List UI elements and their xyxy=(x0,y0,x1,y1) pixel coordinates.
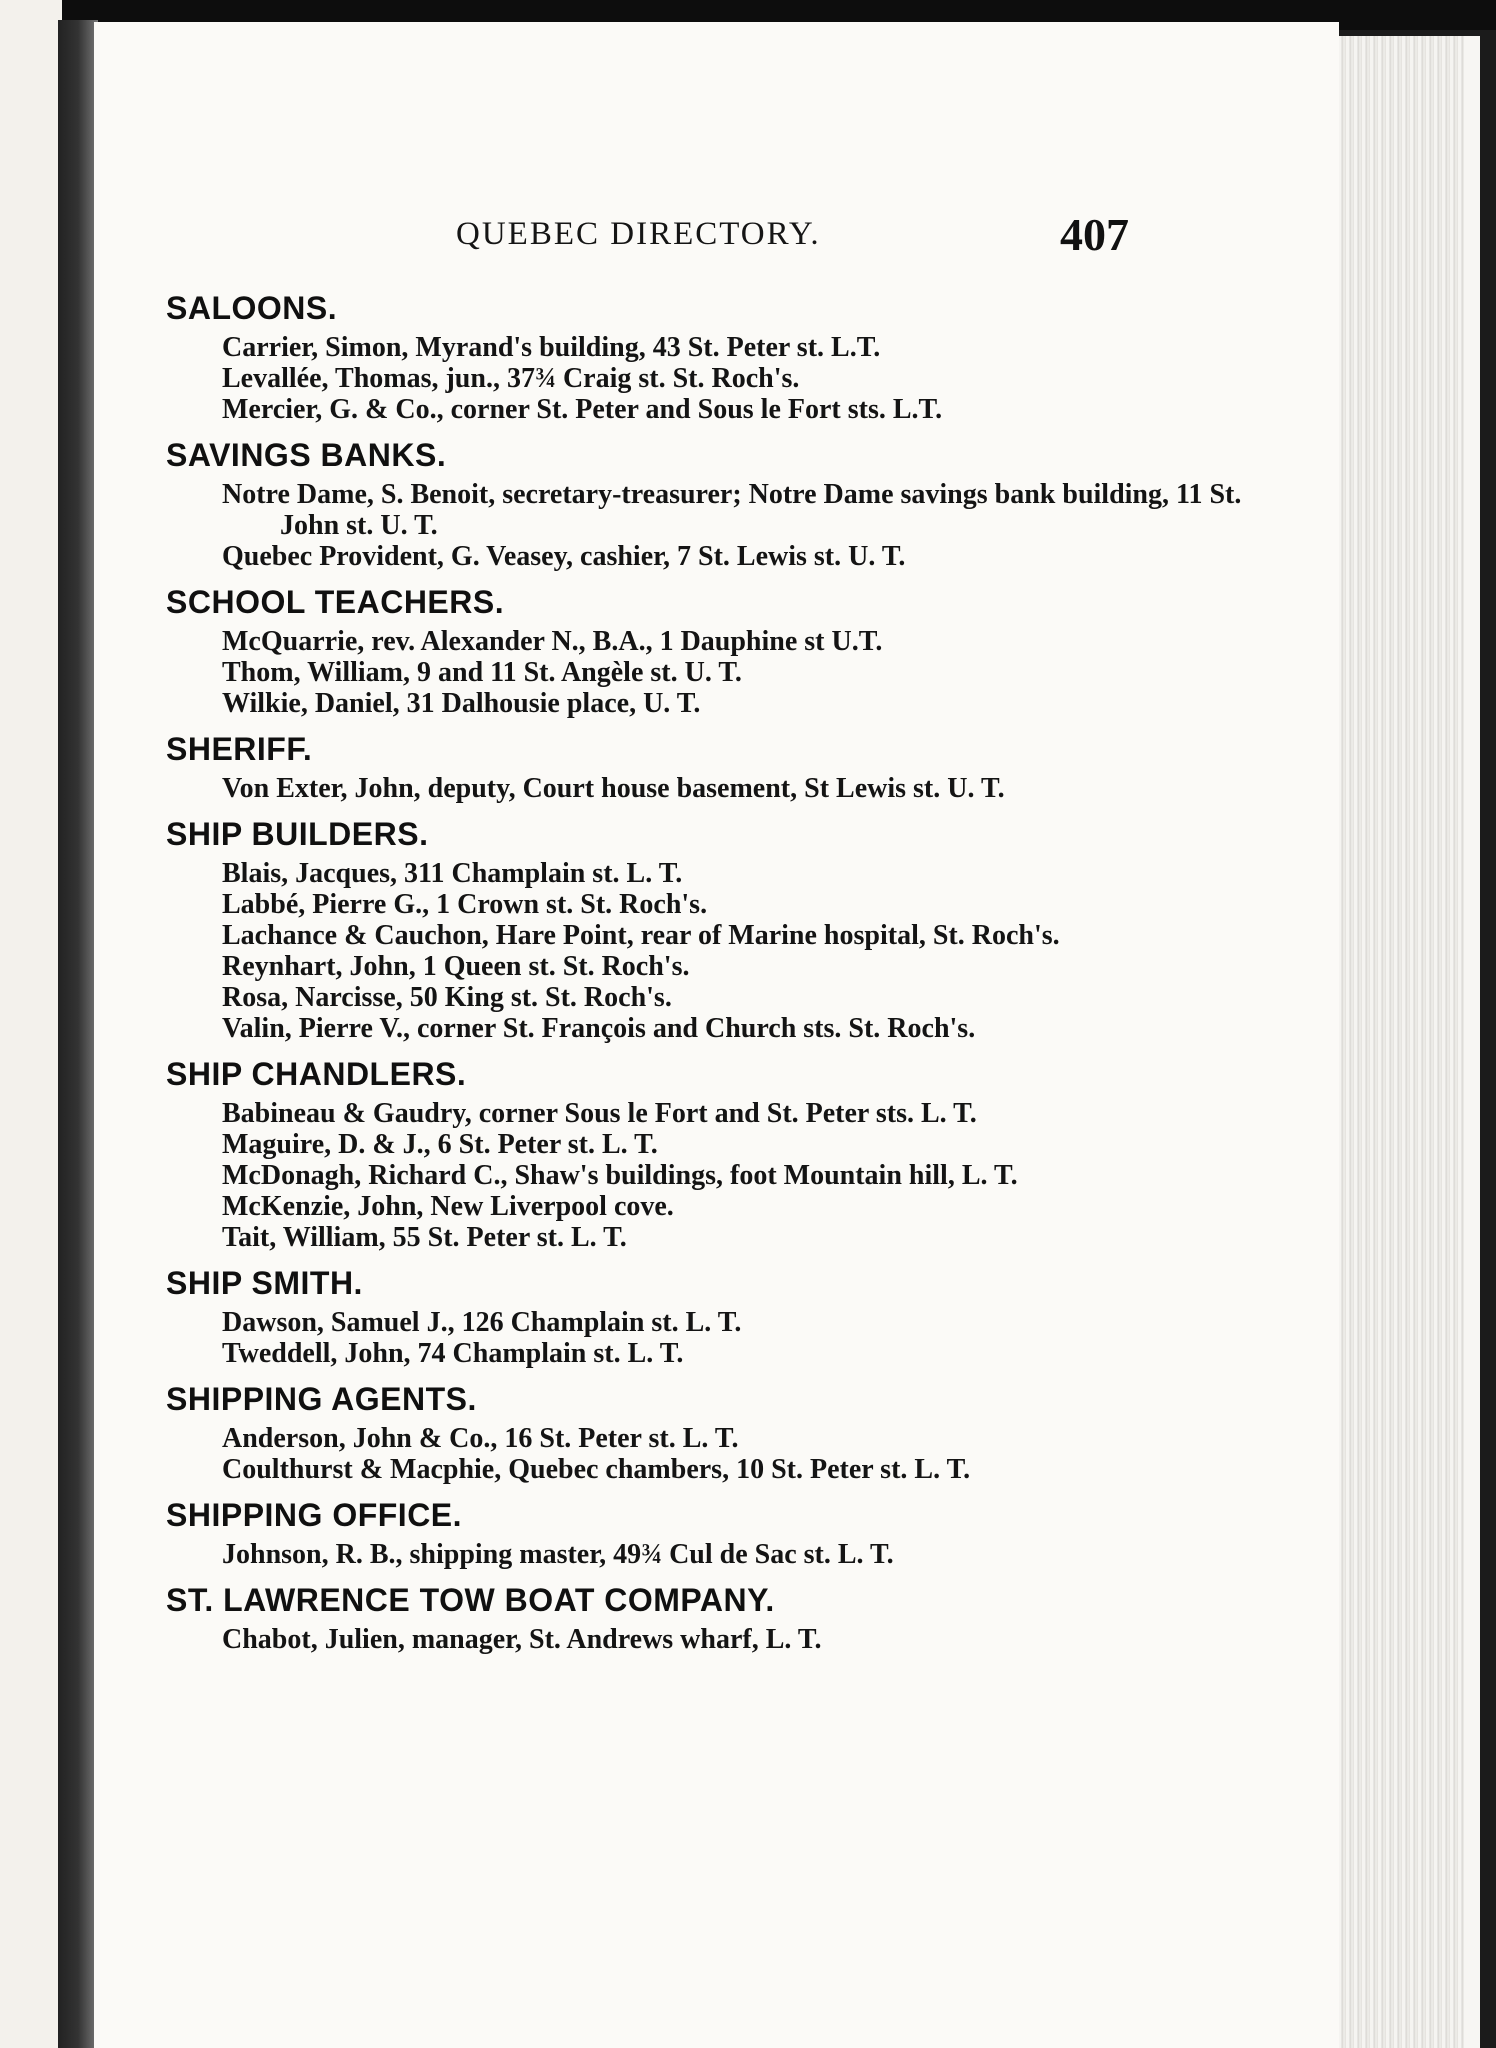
directory-section xyxy=(166,1582,1256,1655)
directory-entry: Labbé, Pierre G., 1 Crown st. St. Roch's. xyxy=(222,889,708,920)
page-edges xyxy=(1330,36,1480,2048)
directory-section xyxy=(166,1381,1256,1485)
page-number: 407 xyxy=(1060,209,1129,260)
directory-entry: McDonagh, Richard C., Shaw's buildings, foot Mountain hill, L. T. xyxy=(222,1160,1018,1191)
directory-entry: Lachance & Cauchon, Hare Point, rear of Marine hospital, St. Roch's. xyxy=(222,920,1060,951)
directory-section xyxy=(166,816,1256,1044)
section-heading: SALOONS. xyxy=(166,290,338,326)
directory-entry: McQuarrie, rev. Alexander N., B.A., 1 Dauphine st U.T. xyxy=(222,626,883,657)
section-heading: SHIP SMITH. xyxy=(166,1265,363,1301)
directory-entry: Wilkie, Daniel, 31 Dalhousie place, U. T. xyxy=(222,688,701,719)
section-heading: SAVINGS BANKS. xyxy=(166,437,447,473)
section-heading: SCHOOL TEACHERS. xyxy=(166,584,505,620)
directory-entry: Rosa, Narcisse, 50 King st. St. Roch's. xyxy=(222,982,672,1013)
directory-section xyxy=(166,437,1256,572)
directory-entry: Reynhart, John, 1 Queen st. St. Roch's. xyxy=(222,951,690,982)
section-heading: SHIPPING OFFICE. xyxy=(166,1497,463,1533)
directory-entry: McKenzie, John, New Liverpool cove. xyxy=(222,1191,674,1222)
directory-listing xyxy=(166,290,1256,1655)
directory-entry: Tweddell, John, 74 Champlain st. L. T. xyxy=(222,1338,684,1369)
directory-entry: Valin, Pierre V., corner St. François and Church sts. St. Roch's. xyxy=(222,1013,976,1044)
directory-entry: Von Exter, John, deputy, Court house basement, St Lewis st. U. T. xyxy=(222,773,1005,804)
directory-entry: Blais, Jacques, 311 Champlain st. L. T. xyxy=(222,858,683,889)
section-heading: ST. LAWRENCE TOW BOAT COMPANY. xyxy=(166,1582,775,1618)
section-heading: SHIPPING AGENTS. xyxy=(166,1381,477,1417)
section-heading: SHIP CHANDLERS. xyxy=(166,1056,467,1092)
directory-section xyxy=(166,1497,1256,1570)
directory-section xyxy=(166,584,1256,719)
directory-section xyxy=(166,290,1256,425)
directory-entry: Tait, William, 55 St. Peter st. L. T. xyxy=(222,1222,627,1253)
directory-entry: Maguire, D. & J., 6 St. Peter st. L. T. xyxy=(222,1129,658,1160)
directory-entry: Johnson, R. B., shipping master, 49¾ Cul de Sac st. L. T. xyxy=(222,1539,894,1570)
directory-section xyxy=(166,1265,1256,1369)
directory-entry: Thom, William, 9 and 11 St. Angèle st. U. T. xyxy=(222,657,742,688)
running-title: QUEBEC DIRECTORY. xyxy=(456,216,821,252)
directory-entry: Chabot, Julien, manager, St. Andrews wharf, L. T. xyxy=(222,1624,822,1655)
section-heading: SHERIFF. xyxy=(166,731,313,767)
page-header xyxy=(94,208,1339,268)
facing-page-edge xyxy=(0,0,62,2048)
directory-section xyxy=(166,1056,1256,1253)
directory-entry: Coulthurst & Macphie, Quebec chambers, 10 St. Peter st. L. T. xyxy=(222,1454,971,1485)
directory-page xyxy=(94,22,1339,2048)
book-gutter xyxy=(58,20,98,2048)
directory-section xyxy=(166,731,1256,804)
directory-entry: Mercier, G. & Co., corner St. Peter and Sous le Fort sts. L.T. xyxy=(222,394,943,425)
directory-entry: Dawson, Samuel J., 126 Champlain st. L. T. xyxy=(222,1307,742,1338)
directory-entry: Carrier, Simon, Myrand's building, 43 St. Peter st. L.T. xyxy=(222,332,881,363)
directory-entry: Levallée, Thomas, jun., 37¾ Craig st. St. Roch's. xyxy=(222,363,800,394)
directory-entry: Anderson, John & Co., 16 St. Peter st. L. T. xyxy=(222,1423,739,1454)
section-heading: SHIP BUILDERS. xyxy=(166,816,429,852)
directory-entry: Quebec Provident, G. Veasey, cashier, 7 St. Lewis st. U. T. xyxy=(222,541,906,572)
directory-entry: Notre Dame, S. Benoit, secretary-treasurer; Notre Dame savings bank building, 11 St. John st. U. T. xyxy=(222,479,1242,541)
directory-entry: Babineau & Gaudry, corner Sous le Fort and St. Peter sts. L. T. xyxy=(222,1098,977,1129)
